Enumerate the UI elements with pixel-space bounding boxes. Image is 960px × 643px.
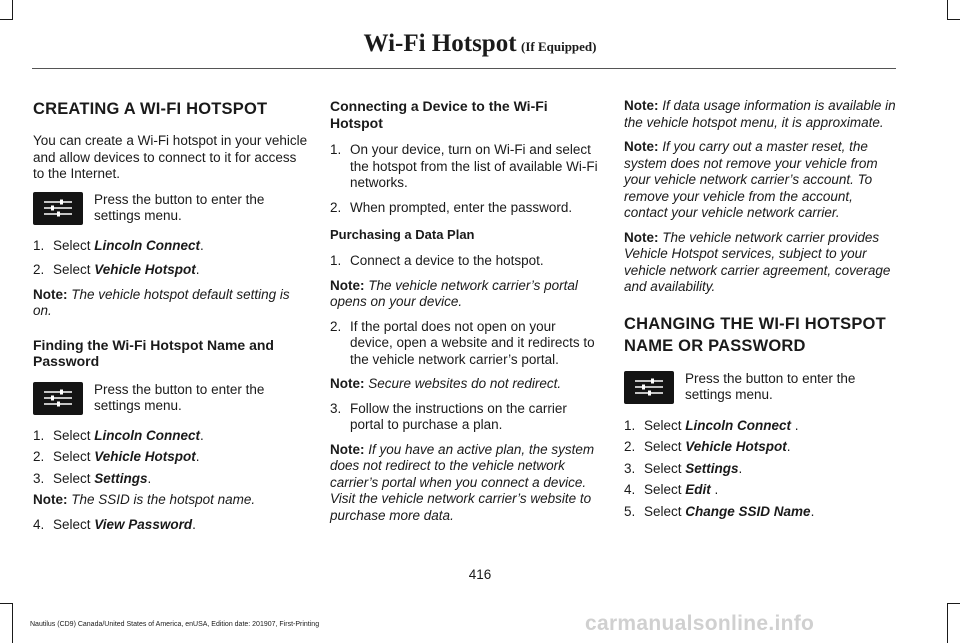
purchasing-data-plan-heading: Purchasing a Data Plan [330,227,475,242]
list-item: 2. When prompted, enter the password. [330,199,573,215]
steps-list [330,253,602,270]
crop-mark [0,603,13,604]
column-1 [33,98,311,533]
crop-mark [12,0,13,20]
settings-sliders-icon [33,192,83,225]
list-item: 5. Select Change SSID Name. [624,503,815,519]
crop-mark [0,19,13,20]
crop-mark [947,603,960,604]
note: Note: The vehicle network carrier provides Vehicle Hotspot services, subject to your vehicle network carrier agreement, coverage and availability. [624,229,891,294]
list-item: 2. Select Vehicle Hotspot. [33,449,200,464]
section-title-changing-hotspot [624,313,899,357]
list-item: 2. Select Vehicle Hotspot. [33,262,200,277]
page-title: Wi-Fi Hotspot [363,30,517,57]
column-2 [330,98,602,524]
settings-instruction [33,382,311,415]
list-item: 3. Follow the instructions on the carrier portal to purchase a plan. [330,400,567,432]
steps-list [624,418,899,521]
steps-list [330,319,602,369]
subsection-title-connecting-device: Connecting a Device to the Wi-Fi Hotspot [330,98,548,131]
section-title-creating-hotspot: CREATING A WI-FI HOTSPOT [33,100,268,118]
list-item: 3. Select Settings. [33,470,152,486]
list-item: 1. On your device, turn on Wi-Fi and select the hotspot from the list of available Wi-Fi networks. [330,142,598,190]
crop-mark [947,19,960,20]
note: Note: Secure websites do not redirect. [330,376,562,391]
list-item: 2. If the portal does not open on your device, open a website and it redirects to the vehicle network carrier’s portal. [330,318,595,367]
intro-paragraph: You can create a Wi-Fi hotspot in your vehicle and allow devices to connect to it for access to the Internet. [33,133,308,181]
list-item: 1. Select Lincoln Connect. [33,237,204,253]
note: Note: The SSID is the hotspot name. [33,492,256,507]
settings-sliders-icon [624,371,674,404]
page-number: 416 [468,567,492,582]
settings-instruction [624,371,899,404]
note: Note: If you carry out a master reset, the system does not remove your vehicle from your vehicle network carrier’s account. To remove your vehicle from the account, contact your vehicle network carrier. [624,139,878,220]
list-item: 1. Select Lincoln Connect . [624,417,799,433]
settings-instruction [33,192,311,225]
steps-list [330,142,602,216]
steps-list [33,238,311,279]
settings-instruction-text: Press the button to enter the settings menu. [94,191,265,223]
column-3 [624,98,899,520]
list-item: 3. Select Settings. [624,460,743,476]
list-item: 2. Select Vehicle Hotspot. [624,439,791,454]
page-subtitle: (If Equipped) [520,39,597,54]
list-item: 4. Select Edit . [624,482,719,497]
list-item: 4. Select View Password. [33,516,196,532]
steps-list [33,428,311,488]
page-header [0,30,960,58]
edition-footer: Nautilus (CD9) Canada/United States of America, enUSA, Edition date: 201907, First-Printing [30,621,320,628]
section-title-line: NAME OR PASSWORD [624,336,806,355]
steps-list [33,517,311,534]
watermark: carmanualsonline.info [585,612,815,635]
note: Note: The vehicle network carrier’s portal opens on your device. [330,277,578,309]
crop-mark [947,0,948,20]
note: Note: If you have an active plan, the system does not redirect to the vehicle network carrier’s portal when you connect a device. Visit the vehicle network carrier’s website to purchase more data. [330,441,595,523]
steps-list [330,401,602,434]
section-title-line: CHANGING THE WI-FI HOTSPOT [624,314,886,333]
list-item: 1. Select Lincoln Connect. [33,427,204,443]
crop-mark [12,603,13,643]
settings-instruction-text: Press the button to enter the settings menu. [94,381,265,413]
settings-sliders-icon [33,382,83,415]
subsection-title-finding-name: Finding the Wi-Fi Hotspot Name and Password [33,336,274,369]
crop-mark [947,603,948,643]
note: Note: If data usage information is available in the vehicle hotspot menu, it is approximate. [624,98,896,130]
header-rule [32,68,896,69]
list-item: 1. Connect a device to the hotspot. [330,253,544,268]
note: Note: The vehicle hotspot default setting is on. [33,286,290,318]
settings-instruction-text: Press the button to enter the settings menu. [685,370,856,402]
